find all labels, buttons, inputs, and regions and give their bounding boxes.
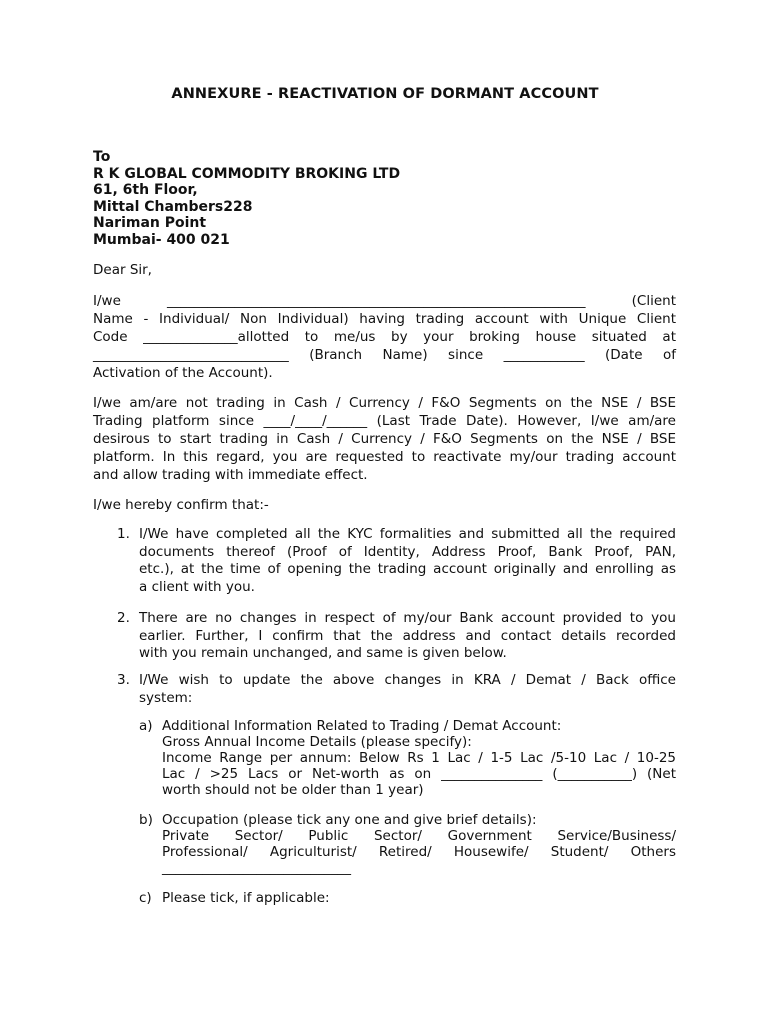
sublist-letter: a) (139, 718, 153, 734)
list-line: earlier. Further, I confirm that the address and contact details recorded (139, 627, 676, 644)
list-line: There are no changes in respect of my/our Bank account provided to you (139, 610, 676, 626)
sublist-line: Additional Information Related to Trading / Demat Account: (162, 718, 562, 734)
paragraph-line: and allow trading with immediate effect. (93, 467, 368, 483)
paragraph-line: Activation of the Account). (93, 365, 273, 381)
recipient-address (93, 149, 400, 248)
paragraph-line: Code ______________allotted to me/us by your broking house situated at (93, 329, 676, 345)
paragraph-line: Trading platform since ____/____/______ (Last Trade Date). However, I/we am/are (93, 413, 676, 429)
list-line: a client with you. (139, 578, 255, 595)
paragraph-line: I/we am/are not trading in Cash / Currency / F&O Segments on the NSE / BSE (93, 395, 676, 411)
address-line-3: Nariman Point (93, 215, 207, 231)
sublist-line: Lac / >25 Lacs or Net-worth as on _______________ (___________) (Net (162, 766, 676, 782)
list-item-text (139, 526, 676, 596)
list-line: system: (139, 689, 193, 706)
sublist-line: Income Range per annum: Below Rs 1 Lac / 1-5 Lac /5-10 Lac / 10-25 (162, 750, 676, 766)
sublist-line: Please tick, if applicable: (162, 890, 330, 906)
list-item-text (139, 610, 676, 663)
list-line: etc.), at the time of opening the trading account originally and enrolling as (139, 561, 676, 577)
address-line-2: Mittal Chambers228 (93, 198, 253, 215)
sublist-line: ____________________________ (162, 860, 351, 876)
confirm-heading: I/we hereby confirm that:- (93, 497, 269, 513)
list-number: 1. (117, 526, 130, 542)
list-line: I/We have completed all the KYC formalities and submitted all the required (139, 526, 676, 542)
paragraph-trading-status (93, 394, 676, 484)
list-line: documents thereof (Proof of Identity, Address Proof, Bank Proof, PAN, (139, 543, 676, 560)
sublist-text (162, 890, 676, 906)
paragraph-line: _____________________________ (Branch Name) since ____________ (Date of (93, 347, 676, 363)
sublist-line: Professional/ Agriculturist/ Retired/ Housewife/ Student/ Others (162, 844, 676, 860)
sublist-letter: b) (139, 812, 153, 828)
list-line: I/We wish to update the above changes in KRA / Demat / Back office (139, 672, 676, 688)
address-company: R K GLOBAL COMMODITY BROKING LTD (93, 165, 401, 182)
sublist-line: worth should not be older than 1 year) (162, 782, 424, 798)
address-to: To (93, 149, 111, 165)
sublist-line: Private Sector/ Public Sector/ Government Service/Business/ (162, 828, 676, 844)
sublist-line: Occupation (please tick any one and give brief details): (162, 812, 537, 828)
sublist-letter: c) (139, 890, 152, 906)
document-title: ANNEXURE - REACTIVATION OF DORMANT ACCOUNT (171, 86, 599, 102)
paragraph-line: desirous to start trading in Cash / Currency / F&O Segments on the NSE / BSE (93, 431, 676, 447)
sublist-line: Gross Annual Income Details (please specify): (162, 734, 472, 750)
sublist-text (162, 812, 676, 876)
paragraph-line: platform. In this regard, you are requested to reactivate my/our trading account (93, 449, 676, 465)
list-number: 2. (117, 610, 130, 626)
paragraph-line: Name - Individual/ Non Individual) having trading account with Unique Client (93, 311, 676, 327)
list-item-text (139, 672, 676, 707)
list-number: 3. (117, 672, 130, 688)
paragraph-client-details (93, 292, 676, 382)
salutation: Dear Sir, (93, 262, 152, 278)
list-line: with you remain unchanged, and same is given below. (139, 645, 507, 661)
address-line-1: 61, 6th Floor, (93, 182, 198, 198)
paragraph-line: I/we ______________________________________________________________ (Client (93, 293, 676, 309)
sublist-text (162, 718, 676, 798)
address-line-4: Mumbai- 400 021 (93, 231, 230, 248)
